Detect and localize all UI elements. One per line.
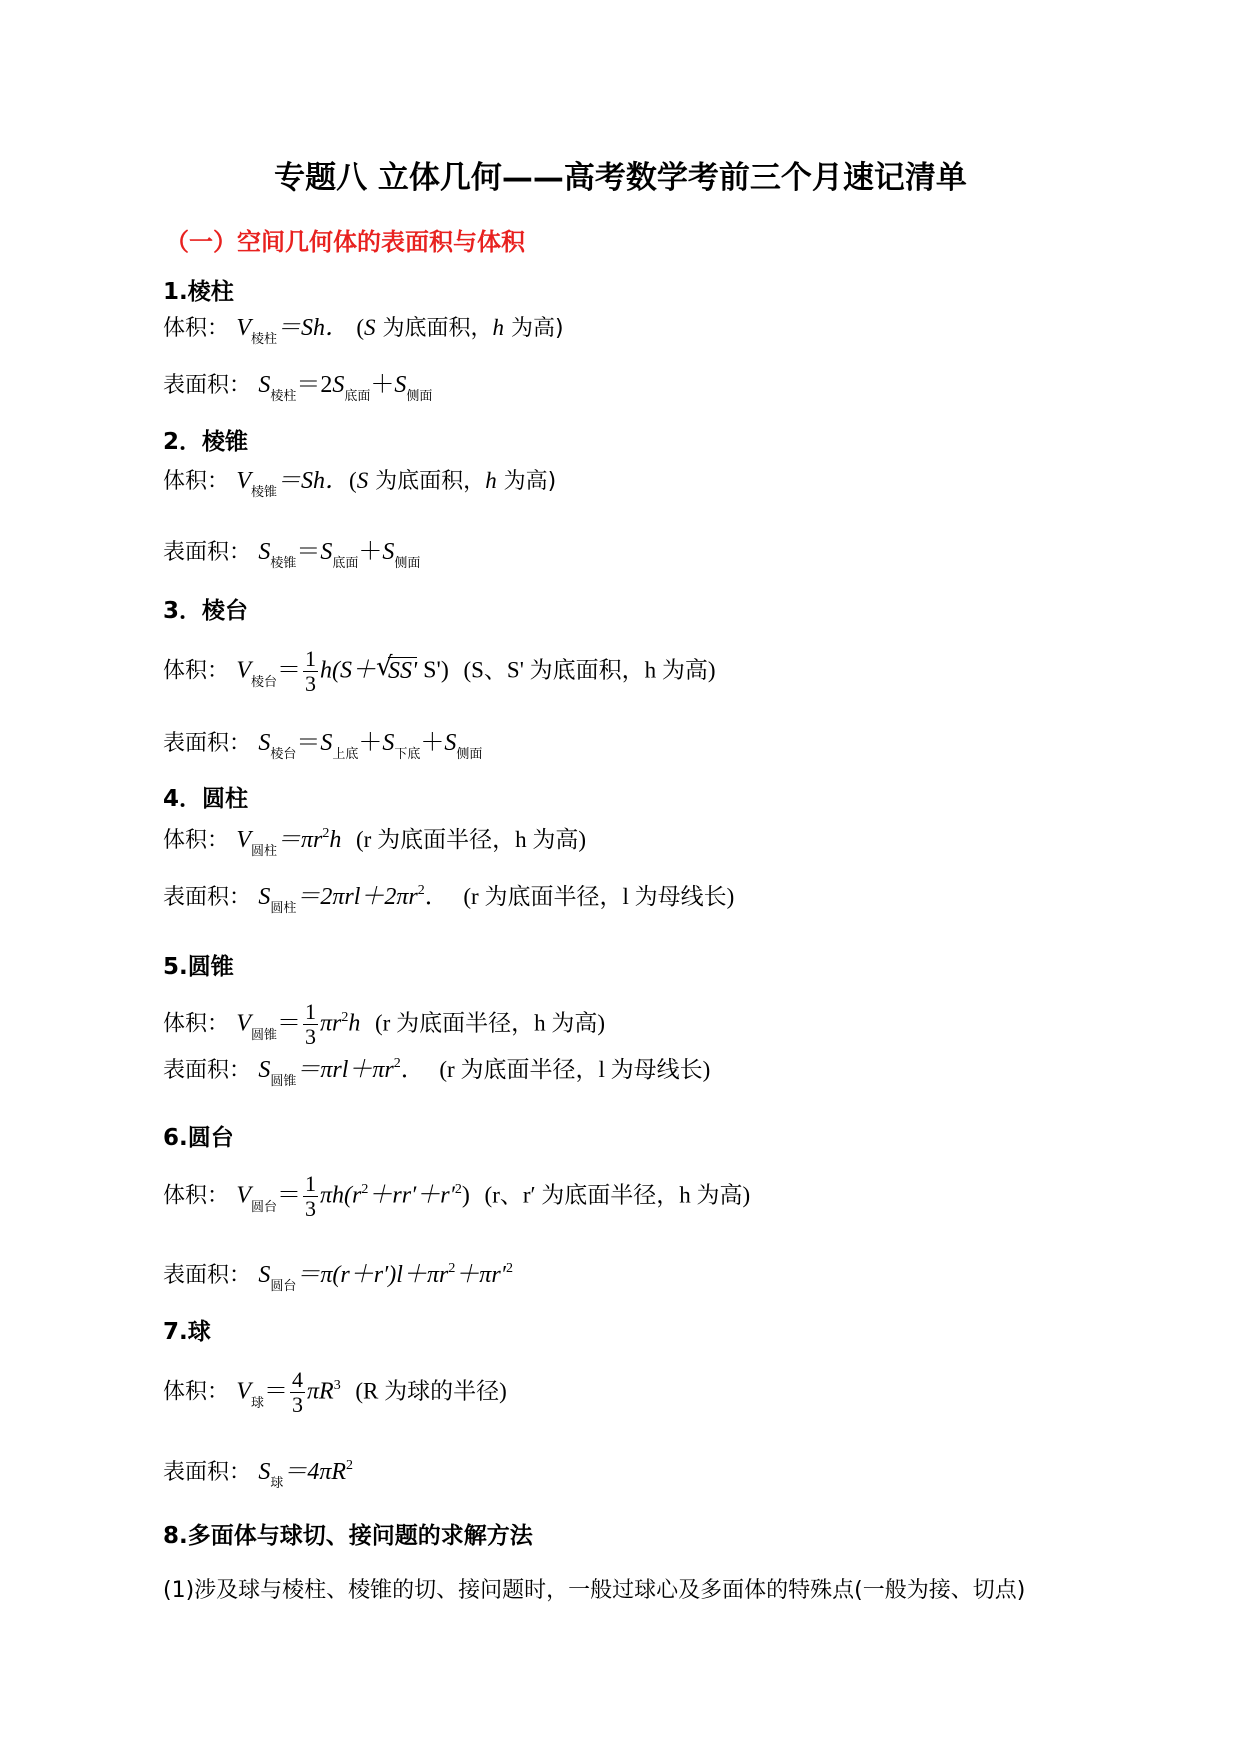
formula-subscript: 圆台	[270, 1279, 297, 1294]
formula-subscript: 圆锥	[251, 1027, 278, 1043]
fraction-denominator: 3	[305, 1024, 317, 1049]
item-heading: 3．棱台	[163, 598, 249, 624]
formula-lhs: V	[236, 827, 251, 853]
formula-term: S	[444, 730, 457, 756]
formula-rhs: ．	[424, 884, 449, 910]
fraction-denominator: 3	[305, 1196, 317, 1221]
paragraph-text: (1)涉及球与棱柱、棱锥的切、接问题时，一般过球心及多面体的特殊点(一般为接、切点)	[163, 1578, 1026, 1603]
formula-rhs: ＋πr′	[455, 1262, 506, 1288]
formula-eq: ＝	[277, 657, 302, 684]
volume-label: 体积：	[163, 1183, 230, 1209]
formula-lhs: V	[236, 1182, 251, 1209]
formula-rhs: h	[329, 827, 342, 853]
volume-formula	[163, 1000, 605, 1049]
surface-label: 表面积：	[163, 1058, 252, 1083]
surface-formula	[163, 537, 420, 571]
surface-formula	[163, 1260, 513, 1294]
formula-subscript: 底面	[332, 556, 359, 571]
formula-note-var: h	[485, 468, 497, 493]
formula-subscript: 棱台	[251, 674, 278, 690]
formula-eq: ＝	[277, 1182, 302, 1209]
formula-note-open: (	[356, 315, 364, 340]
volume-label: 体积：	[163, 469, 230, 494]
formula-lhs: V	[236, 657, 251, 684]
item-heading: 6.圆台	[163, 1125, 234, 1151]
formula-exponent: 2	[417, 883, 425, 898]
volume-formula	[163, 647, 716, 696]
formula-rhs: ＝Sh．	[277, 468, 350, 494]
surface-label: 表面积：	[163, 1263, 252, 1288]
formula-note-var: h	[492, 315, 504, 340]
formula-term: S	[332, 372, 345, 398]
formula-note: (R 为球的半径)	[355, 1378, 507, 1404]
fraction	[290, 1368, 305, 1417]
formula-rhs: ＋rr′＋r′	[368, 1182, 455, 1209]
formula-subscript: 球	[251, 1395, 265, 1411]
formula-note: (r 为底面半径，l 为母线长)	[463, 884, 735, 909]
surface-formula	[163, 728, 482, 762]
formula-eq: ＝	[264, 1378, 289, 1405]
formula-subscript: 下底	[394, 747, 421, 762]
formula-note-open: (	[349, 468, 357, 493]
formula-exponent: 2	[393, 1056, 401, 1071]
formula-subscript: 棱柱	[270, 389, 297, 404]
volume-label: 体积：	[163, 316, 230, 341]
formula-term: S	[320, 730, 333, 756]
formula-subscript: 侧面	[406, 389, 433, 404]
fraction-denominator: 3	[305, 671, 317, 696]
fraction-numerator: 4	[292, 1367, 304, 1392]
formula-tail: S')	[417, 657, 449, 684]
fraction-numerator: 1	[305, 1171, 317, 1196]
square-root	[376, 651, 418, 686]
formula-rhs: h(S＋	[320, 657, 377, 684]
formula-note-text: 为底面积，	[375, 316, 493, 341]
formula-plus: ＋	[358, 730, 383, 756]
radical-sign: √	[376, 651, 393, 682]
formula-exponent: 2	[341, 1009, 349, 1025]
section-heading: （一）空间几何体的表面积与体积	[165, 228, 525, 256]
formula-subscript: 圆锥	[270, 1074, 297, 1089]
item-heading: 4．圆柱	[163, 786, 249, 812]
surface-label: 表面积：	[163, 373, 252, 398]
formula-eq: ＝2	[296, 372, 333, 398]
formula-lhs: V	[236, 1378, 251, 1405]
formula-eq: ＝	[296, 730, 321, 756]
surface-formula	[163, 370, 432, 404]
formula-subscript: 棱锥	[251, 485, 278, 500]
surface-label: 表面积：	[163, 885, 252, 910]
formula-rhs: ＝πrl＋πr	[296, 1057, 394, 1083]
formula-subscript: 棱台	[270, 747, 297, 762]
formula-note-text: 为高)	[496, 469, 557, 494]
surface-label: 表面积：	[163, 731, 252, 756]
item-heading: 8.多面体与球切、接问题的求解方法	[163, 1523, 533, 1549]
formula-plus: ＋	[420, 730, 445, 756]
fraction-denominator: 3	[292, 1392, 304, 1417]
formula-term: S	[382, 730, 395, 756]
volume-formula	[163, 1172, 750, 1221]
formula-rhs: ＝πr	[277, 827, 323, 853]
formula-lhs: S	[258, 1057, 271, 1083]
formula-note: (r 为底面半径，h 为高)	[375, 1010, 605, 1036]
formula-note-text: 为高)	[504, 316, 564, 341]
formula-lhs: V	[236, 315, 251, 341]
formula-lhs: S	[258, 1459, 271, 1485]
volume-label: 体积：	[163, 828, 230, 853]
formula-plus: ＋	[370, 372, 395, 398]
formula-subscript: 侧面	[456, 747, 483, 762]
formula-eq: ＝	[277, 1010, 302, 1037]
formula-term: S	[382, 539, 395, 565]
surface-formula	[163, 882, 734, 916]
formula-subscript: 圆柱	[251, 844, 278, 859]
formula-lhs: V	[236, 468, 251, 494]
surface-label: 表面积：	[163, 540, 252, 565]
volume-label: 体积：	[163, 1379, 230, 1405]
formula-lhs: S	[258, 1262, 271, 1288]
fraction-numerator: 1	[305, 646, 317, 671]
formula-exponent: 3	[333, 1377, 341, 1393]
formula-subscript: 棱锥	[270, 556, 297, 571]
formula-exponent: 2	[448, 1261, 456, 1276]
volume-formula	[163, 825, 586, 859]
formula-rhs: ＝Sh．	[277, 315, 350, 341]
formula-subscript: 上底	[332, 747, 359, 762]
formula-lhs: S	[258, 884, 271, 910]
fraction	[303, 1000, 318, 1049]
formula-note: (r、r′ 为底面半径，h 为高)	[484, 1182, 751, 1208]
volume-formula	[163, 1368, 507, 1417]
surface-label: 表面积：	[163, 1460, 252, 1485]
item-heading: 7.球	[163, 1319, 211, 1345]
formula-rhs: πh(r	[320, 1182, 362, 1209]
formula-lhs: S	[258, 372, 271, 398]
formula-term: S	[394, 372, 407, 398]
surface-formula	[163, 1457, 353, 1491]
formula-eq: ＝	[296, 539, 321, 565]
formula-rhs: h	[348, 1010, 361, 1037]
formula-rhs: ＝π(r＋r′)l＋πr	[296, 1262, 449, 1288]
fraction-numerator: 1	[305, 999, 317, 1024]
volume-formula	[163, 466, 556, 500]
item-heading: 2．棱锥	[163, 429, 249, 455]
page-title: 专题八 立体几何——高考数学考前三个月速记清单	[274, 160, 967, 196]
formula-subscript: 棱柱	[251, 332, 278, 347]
surface-formula	[163, 1055, 710, 1089]
formula-note: (S、S' 为底面积，h 为高)	[463, 657, 716, 683]
formula-lhs: S	[258, 730, 271, 756]
volume-label: 体积：	[163, 658, 230, 684]
volume-formula	[163, 313, 564, 347]
volume-label: 体积：	[163, 1011, 230, 1037]
formula-subscript: 圆柱	[270, 901, 297, 916]
formula-rhs: ＝2πrl＋2πr	[296, 884, 418, 910]
formula-subscript: 底面	[344, 389, 371, 404]
formula-note: (r 为底面半径，l 为母线长)	[439, 1057, 711, 1082]
item-heading: 5.圆锥	[163, 954, 234, 980]
formula-note-var: S	[364, 315, 376, 340]
formula-rhs: ＝4πR	[283, 1459, 347, 1485]
formula-exponent: 2	[361, 1181, 369, 1197]
formula-lhs: V	[236, 1010, 251, 1037]
formula-subscript: 圆台	[251, 1199, 278, 1215]
formula-term: S	[320, 539, 333, 565]
formula-note: (r 为底面半径，h 为高)	[356, 827, 586, 852]
formula-exponent: 2	[505, 1261, 513, 1276]
formula-rhs: πr	[320, 1010, 342, 1037]
formula-plus: ＋	[358, 539, 383, 565]
formula-exponent: 2	[346, 1458, 354, 1473]
fraction	[303, 1172, 318, 1221]
formula-subscript: 侧面	[394, 556, 421, 571]
item-heading: 1.棱柱	[163, 279, 234, 305]
formula-note-var: S	[356, 468, 369, 493]
formula-subscript: 球	[270, 1476, 284, 1491]
fraction	[303, 647, 318, 696]
formula-exponent: 2	[454, 1181, 462, 1197]
formula-lhs: S	[258, 539, 271, 565]
formula-exponent: 2	[322, 826, 330, 841]
formula-rhs: ．	[400, 1057, 425, 1083]
formula-rhs: πR	[307, 1378, 334, 1405]
radicand: SS'	[388, 657, 418, 684]
formula-note-text: 为底面积，	[368, 469, 486, 494]
formula-rhs: )	[461, 1182, 470, 1209]
